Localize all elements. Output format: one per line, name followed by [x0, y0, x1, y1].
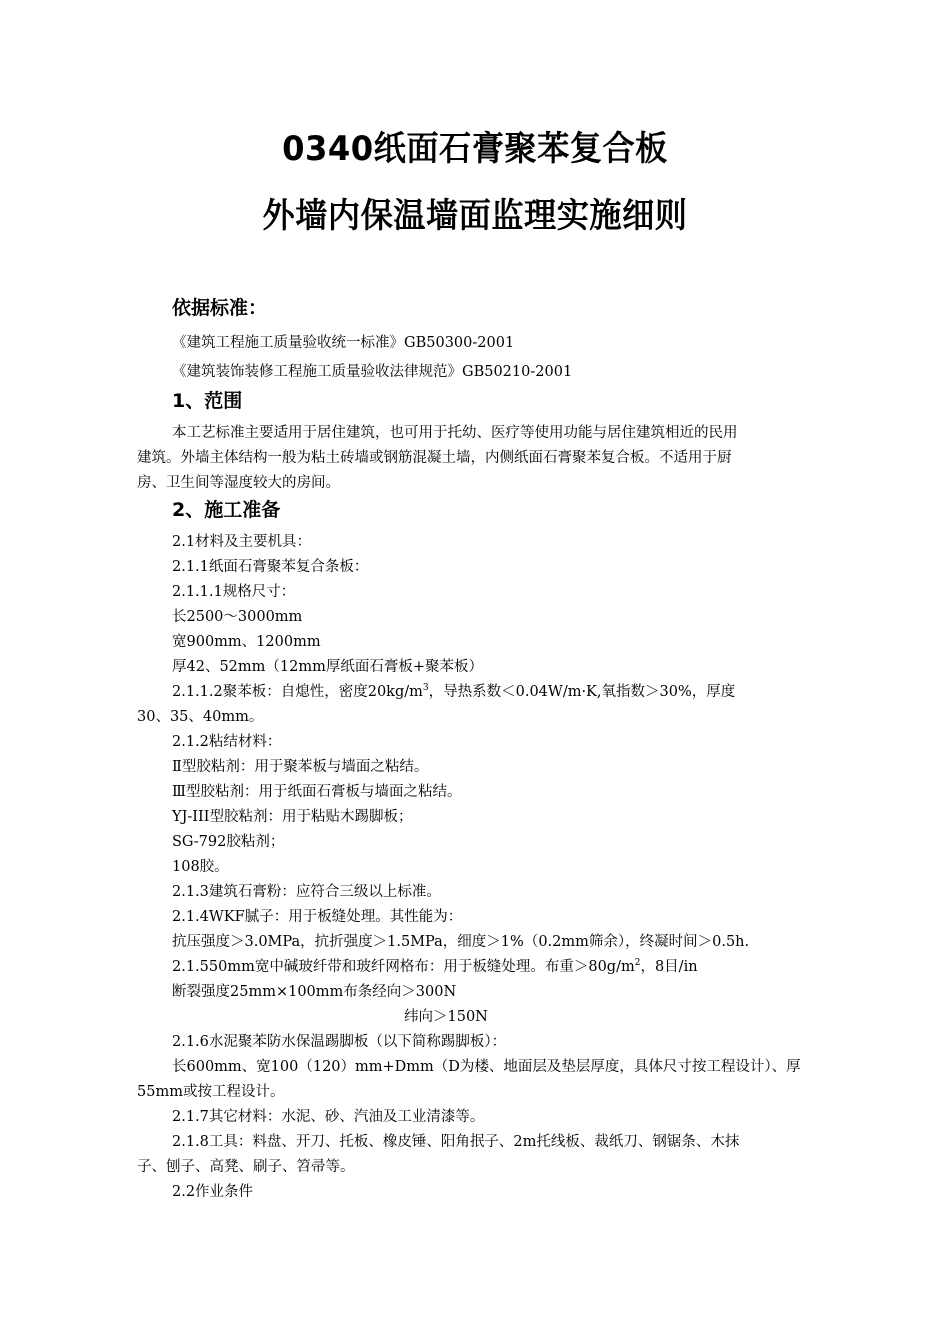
section-1-paragraph-line: 建筑。外墙主体结构一般为粘土砖墙或钢筋混凝土墙，内侧纸面石膏聚苯复合板。不适用于厨 — [137, 450, 732, 466]
section-2-line: 2.1材料及主要机具： — [172, 534, 312, 550]
square-superscript: 2 — [634, 958, 641, 969]
section-2-line: 2.1.4WKF腻子：用于板缝处理。其性能为： — [172, 909, 463, 925]
cubic-superscript: 3 — [422, 683, 429, 694]
section-2-line — [172, 957, 698, 977]
section-2-line: Ⅲ型胶粘剂：用于纸面石膏板与墙面之粘结。 — [172, 784, 462, 800]
section-2-line: 108胶。 — [172, 859, 229, 875]
section-2-line: 抗压强度＞3.0MPa，抗折强度＞1.5MPa，细度＞1%（0.2mm筛余），终凝时间＞0.5h. — [172, 934, 750, 950]
section-2-line: SG-792胶粘剂； — [172, 834, 285, 850]
section-2-line — [172, 682, 735, 702]
section-2-line: 2.1.1纸面石膏聚苯复合条板： — [172, 559, 369, 575]
section-2-line: 子、刨子、高凳、刷子、笤帚等。 — [137, 1159, 355, 1175]
section-2-line: 30、35、40mm。 — [137, 709, 264, 725]
section-2-line: Ⅱ型胶粘剂：用于聚苯板与墙面之粘结。 — [172, 759, 429, 775]
section-1-paragraph-line: 房、卫生间等湿度较大的房间。 — [137, 475, 340, 491]
basis-heading: 依据标准： — [172, 297, 268, 319]
fiberglass-tape-spec-text-cont: ，8目/in — [640, 959, 698, 975]
section-2-line: YJ-III型胶粘剂：用于粘贴木踢脚板； — [172, 809, 413, 825]
section-2-line: 纬向＞150N — [404, 1009, 488, 1025]
standard-item: 《建筑工程施工质量验收统一标准》GB50300-2001 — [172, 335, 515, 351]
fiberglass-tape-spec-text: 2.1.550mm宽中碱玻纤带和玻纤网格布：用于板缝处理。布重＞80g/m — [172, 959, 635, 975]
section-2-line: 断裂强度25mm×100mm布条经向＞300N — [172, 984, 457, 1000]
section-2-line: 长2500～3000mm — [172, 609, 303, 625]
polystyrene-board-spec-text-cont: ，导热系数＜0.04W/m·K,氧指数＞30%，厚度 — [428, 684, 736, 700]
section-2-line: 长600mm、宽100（120）mm+Dmm（D为楼、地面层及垫层厚度，具体尺寸按工程设计）、厚 — [172, 1059, 801, 1075]
section-2-line: 2.1.7其它材料：水泥、砂、汽油及工业清漆等。 — [172, 1109, 485, 1125]
section-1-paragraph-line: 本工艺标准主要适用于居住建筑，也可用于托幼、医疗等使用功能与居住建筑相近的民用 — [172, 425, 738, 441]
document-title-line-2: 外墙内保温墙面监理实施细则 — [262, 196, 688, 236]
section-2-line: 2.1.6水泥聚苯防水保温踢脚板（以下简称踢脚板）： — [172, 1034, 507, 1050]
section-2-line: 2.1.2粘结材料： — [172, 734, 282, 750]
section-2-line: 宽900mm、1200mm — [172, 634, 321, 650]
section-2-line: 2.1.1.1规格尺寸： — [172, 584, 296, 600]
section-2-line: 55mm或按工程设计。 — [137, 1084, 285, 1100]
section-1-heading: 1、范围 — [172, 390, 243, 412]
polystyrene-board-spec-text: 2.1.1.2聚苯板：自熄性，密度20kg/m — [172, 684, 423, 700]
section-2-line: 厚42、52mm（12mm厚纸面石膏板+聚苯板） — [172, 659, 483, 675]
section-2-heading: 2、施工准备 — [172, 499, 281, 521]
section-2-line: 2.1.3建筑石膏粉：应符合三级以上标准。 — [172, 884, 441, 900]
section-2-line: 2.1.8工具：料盘、开刀、托板、橡皮锤、阳角抿子、2m托线板、裁纸刀、钢锯条、木抹 — [172, 1134, 740, 1150]
section-2-line: 2.2作业条件 — [172, 1184, 254, 1200]
document-title-line-1: 0340纸面石膏聚苯复合板 — [282, 129, 668, 169]
standard-item: 《建筑装饰装修工程施工质量验收法律规范》GB50210-2001 — [172, 364, 573, 380]
